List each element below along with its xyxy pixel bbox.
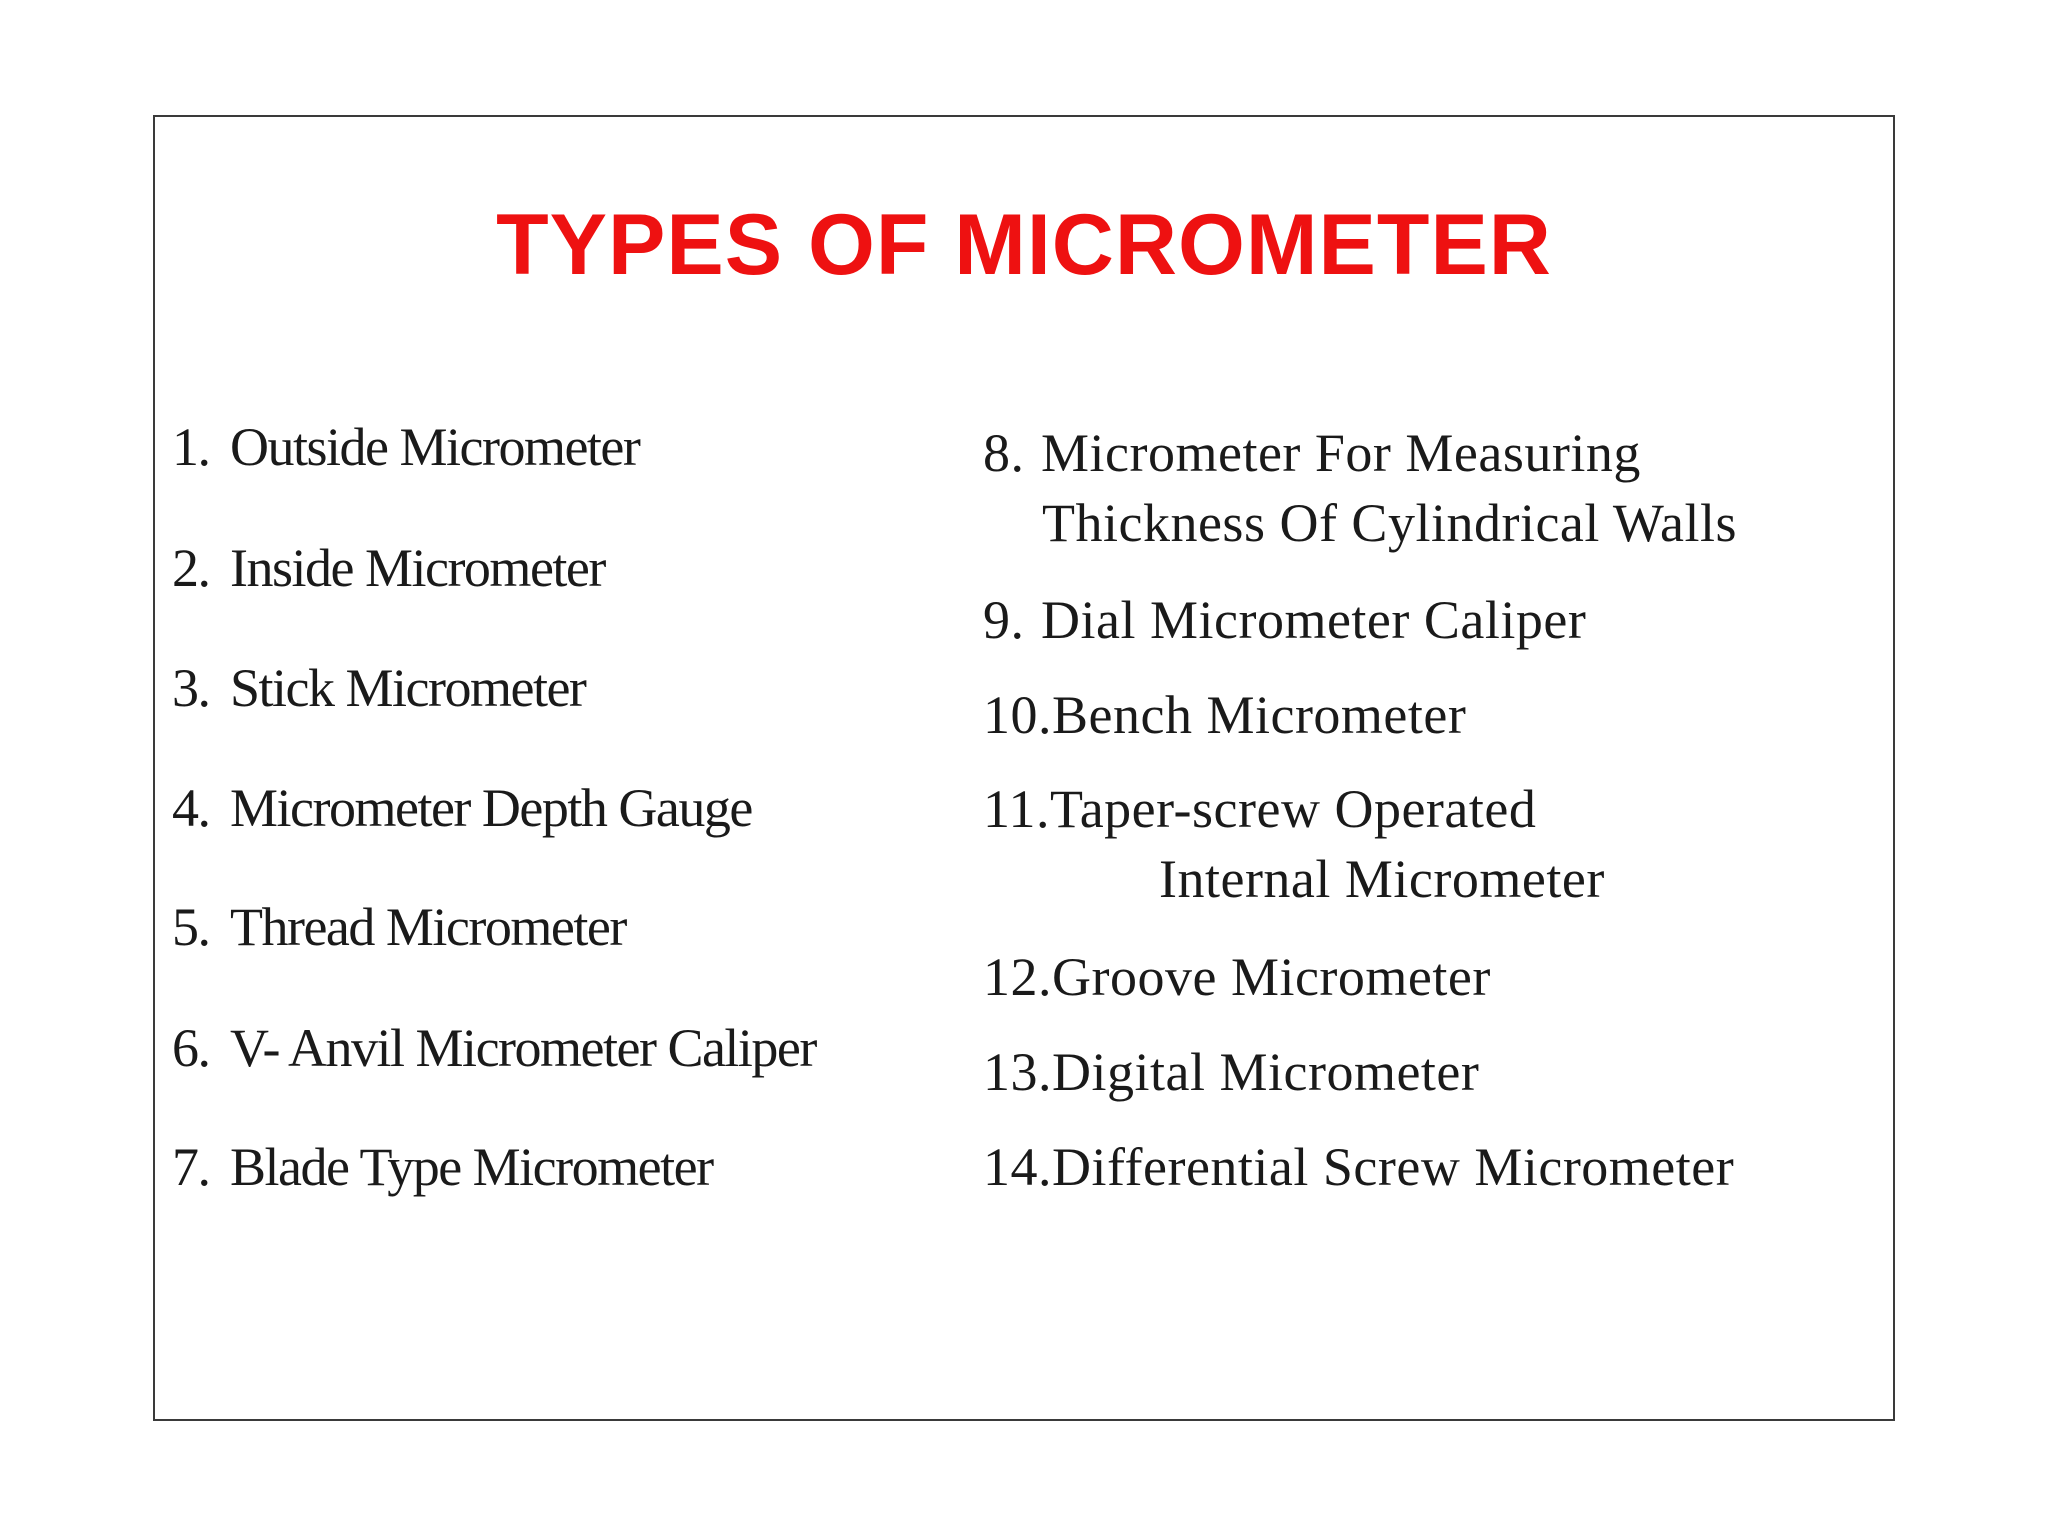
list-item-text: Blade Type Micrometer xyxy=(230,1137,713,1197)
list-item-number: 6. xyxy=(172,1018,210,1078)
list-item-5 xyxy=(172,892,626,962)
list-item-number: 8. xyxy=(983,423,1025,483)
list-item-text: Bench Micrometer xyxy=(1052,685,1467,745)
list-item-number: 10. xyxy=(983,685,1052,745)
list-item-9 xyxy=(983,585,1586,655)
list-item-number: 12. xyxy=(983,947,1052,1007)
list-item-10 xyxy=(983,680,1466,750)
list-item-text: Thread Micrometer xyxy=(230,897,626,957)
list-item-text: Dial Micrometer Caliper xyxy=(1041,590,1587,650)
list-item-text: V- Anvil Micrometer Caliper xyxy=(230,1018,816,1078)
list-item-line: Internal Micrometer xyxy=(1159,849,1605,909)
list-item-line: Thickness Of Cylindrical Walls xyxy=(1042,493,1738,553)
list-item-text: Stick Micrometer xyxy=(230,658,586,718)
list-item-4 xyxy=(172,773,752,843)
list-item-number: 3. xyxy=(172,658,210,718)
list-item-1 xyxy=(172,412,639,482)
list-item-number: 14. xyxy=(983,1137,1052,1197)
list-item-text: Outside Micrometer xyxy=(230,417,640,477)
list-item-number: 2. xyxy=(172,538,210,598)
list-item-line xyxy=(983,418,1737,488)
list-item-number: 5. xyxy=(172,897,210,957)
list-item-number: 4. xyxy=(172,778,210,838)
list-item-14 xyxy=(983,1132,1734,1202)
list-item-6 xyxy=(172,1013,816,1083)
list-item-text: Differential Screw Micrometer xyxy=(1052,1137,1735,1197)
list-item-7 xyxy=(172,1132,713,1202)
list-item-11 xyxy=(983,774,1605,914)
list-item-number: 11. xyxy=(983,779,1050,839)
list-item-line xyxy=(983,774,1605,844)
list-item-13 xyxy=(983,1037,1479,1107)
list-item-3 xyxy=(172,653,585,723)
list-item-number: 13. xyxy=(983,1042,1052,1102)
list-item-text: Taper-screw Operated xyxy=(1050,779,1537,839)
list-item-2 xyxy=(172,533,605,603)
list-item-12 xyxy=(983,942,1491,1012)
list-item-number: 9. xyxy=(983,590,1025,650)
list-item-text: Digital Micrometer xyxy=(1052,1042,1480,1102)
list-item-text: Inside Micrometer xyxy=(230,538,605,598)
list-item-text: Micrometer Depth Gauge xyxy=(230,778,752,838)
list-item-text: Micrometer For Measuring xyxy=(1041,423,1641,483)
list-item-number: 7. xyxy=(172,1137,210,1197)
list-item-8 xyxy=(983,418,1737,558)
slide-title: TYPES OF MICROMETER xyxy=(496,197,1552,293)
list-item-text: Groove Micrometer xyxy=(1052,947,1491,1007)
slide-frame xyxy=(153,115,1895,1421)
list-item-number: 1. xyxy=(172,417,210,477)
